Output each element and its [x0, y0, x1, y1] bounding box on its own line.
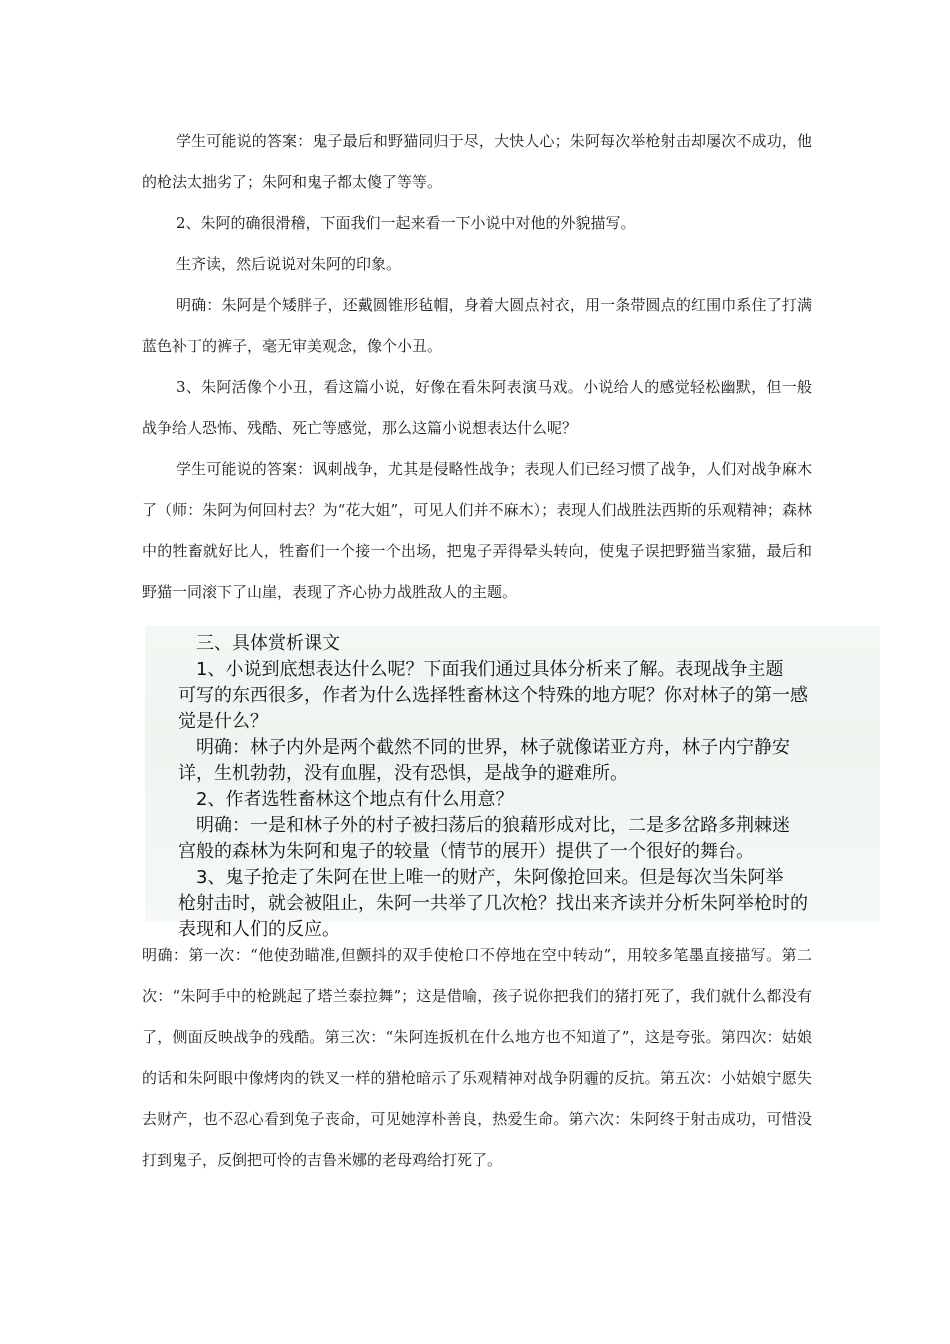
paragraph-student-answer-2: 学生可能说的答案：讽刺战争，尤其是侵略性战争；表现人们已经习惯了战争，人们对战争麻木了（师：朱阿为何回村去？为“花大姐”，可见人们并不麻木）；表现人们战胜法西斯的乐观精神；森林中的牲畜就好比人，牲畜们一个接一个出场，把鬼子弄得晕头转向，使鬼子误把野猫当家猫，最后和野猫一同滚下了山崖，表现了齐心协力战胜敌人的主题。: [142, 460, 812, 601]
screenshot-line: 详，生机勃勃，没有血腥，没有恐惧，是战争的避难所。: [178, 763, 628, 784]
screenshot-line: 2、作者选牲畜林这个地点有什么用意？: [196, 789, 514, 810]
paragraph-student-answer-1: 学生可能说的答案：鬼子最后和野猫同归于尽，大快人心；朱阿每次举枪射击却屡次不成功，他的枪法太拙劣了；朱阿和鬼子都太傻了等等。: [142, 132, 812, 191]
screenshot-line: 明确：一是和林子外的村子被扫荡后的狼藉形成对比，二是多岔路多荆棘迷: [196, 815, 790, 836]
screenshot-heading: 三、具体赏析课文: [196, 633, 340, 654]
screenshot-line: 明确：林子内外是两个截然不同的世界，林子就像诺亚方舟，林子内宁静安: [196, 737, 790, 758]
paragraph-read-aloud: 生齐读，然后说说对朱阿的印象。: [176, 255, 402, 273]
paragraph-six-shots-answer: 明确：第一次：“他使劲瞄准,但颤抖的双手使枪口不停地在空中转动”，用较多笔墨直接描写。第二次：“朱阿手中的枪跳起了塔兰泰拉舞”；这是借喻，孩子说你把我们的猪打死了，我们就什么都没有了，侧面反映战争的残酷。第三次：“朱阿连扳机在什么地方也不知道了”，这是夸张。第四次：姑娘的话和朱阿眼中像烤肉的铁叉一样的猎枪暗示了乐观精神对战争阴霾的反抗。第五次：小姑娘宁愿失去财产，也不忍心看到兔子丧命，可见她淳朴善良，热爱生命。第六次：朱阿终于射击成功，可惜没打到鬼子，反倒把可怜的吉鲁米娜的老母鸡给打死了。: [142, 946, 812, 1169]
screenshot-line: 宫般的森林为朱阿和鬼子的较量（情节的展开）提供了一个很好的舞台。: [178, 841, 754, 862]
paragraph-question-3: 3、朱阿活像个小丑，看这篇小说，好像在看朱阿表演马戏。小说给人的感觉轻松幽默，但一般战争给人恐怖、残酷、死亡等感觉，那么这篇小说想表达什么呢？: [142, 378, 812, 437]
screenshot-line: 觉是什么？: [178, 711, 268, 732]
screenshot-line: 3、鬼子抢走了朱阿在世上唯一的财产，朱阿像抢回来。但是每次当朱阿举: [196, 867, 784, 888]
screenshot-line: 1、小说到底想表达什么呢？下面我们通过具体分析来了解。表现战争主题: [196, 659, 784, 680]
paragraph-appearance-intro: 2、朱阿的确很滑稽，下面我们一起来看一下小说中对他的外貌描写。: [176, 214, 636, 232]
screenshot-line: 可写的东西很多，作者为什么选择牲畜林这个特殊的地方呢？你对林子的第一感: [178, 685, 808, 706]
screenshot-line: 枪射击时，就会被阻止，朱阿一共举了几次枪？找出来齐读并分析朱阿举枪时的: [178, 893, 808, 914]
paragraph-appearance-answer: 明确：朱阿是个矮胖子，还戴圆锥形毡帽，身着大圆点衬衣，用一条带圆点的红围巾系住了打满蓝色补丁的裤子，毫无审美观念，像个小丑。: [142, 296, 812, 355]
screenshot-line: 表现和人们的反应。: [178, 919, 340, 940]
